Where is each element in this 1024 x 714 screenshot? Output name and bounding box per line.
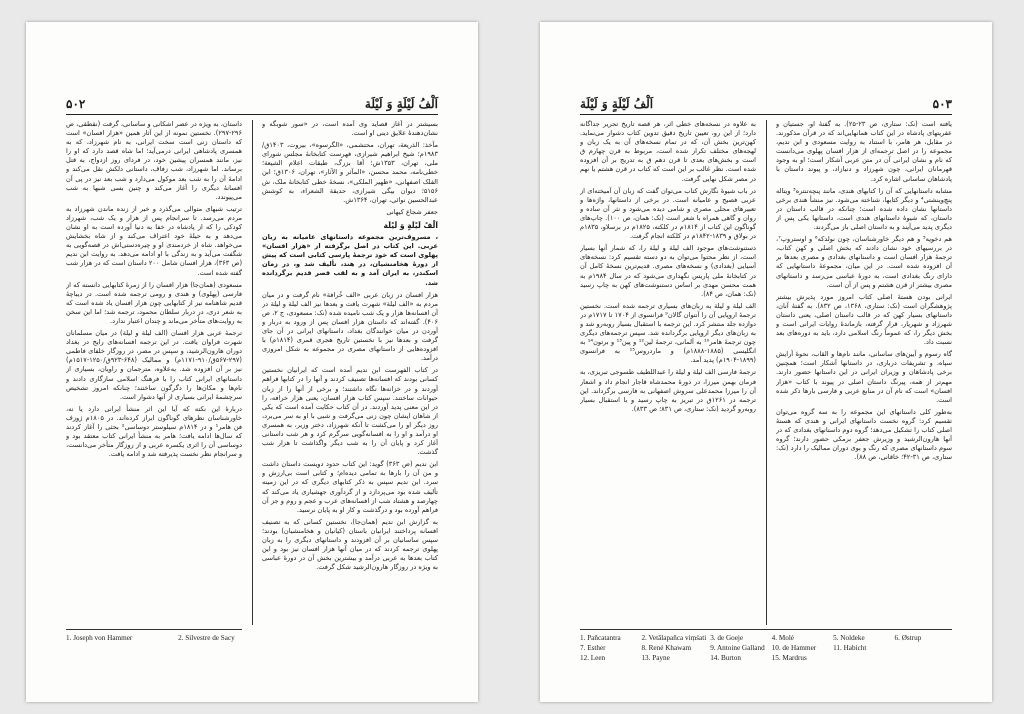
paragraph: بسیشتر در آغاز قصاید وی آمده است، در «سور شوبگه و نشان‌دهندهٔ علایق دینی او است. — [262, 120, 438, 138]
paragraph: یافته است (نک: ستاری، ص ۲۳-۲۵). به گفتهٔ او، جستیان و عفریتهای پادشاه در این کتاب همانهایی‌اند که در قرآن مذکورند. در مقابل، هر هامر، با استناد به روایت مسعودی و ابن ندیم، مجموعه را در اصل ترجمه‌ای از هزار افسان پهلوی می‌دانست که نام و نشان ایرانی آن در متن عربی آشکار است؛ او به وجود قهرمانان ایرانی، چون شهرزاد و دنیازاد، و پیوند داستان با پادشاهان ساسانی اشاره کرد. — [776, 120, 952, 183]
footnotes — [66, 633, 438, 643]
text-column-left — [580, 120, 756, 625]
footnote: 10. de Hammer — [771, 644, 817, 652]
paragraph: مآخذ: الذریعة، تهران، محتشمی، «الگرسوه»، بیروت، ۱۴۰۳ق/۱۹۸۳م؛ شیخ ابراهیم شیرازی، فهرست کتابخانهٔ مجلس شورای ملی، تهران، ۱۳۵۳ش؛ آقا بزرگ، طبقات اعلام الشیعة؛ خطی‌نامه، محمد محسن، «المآثر و الآثار»، تهران، ۱۳۰۶ق؛ ابن الفلک اصفهانی، «ظهیر الملکی»، نسخهٔ خطی کتابخانهٔ ملک، ش ۵۱۵۶؛ دیوان بیگی شیرازی، حدیقة الشعراء، به کوشش عبدالحسین نوائی، تهران، ۱۳۶۴ش. — [262, 141, 438, 204]
paragraph: مسعودی (همان‌جا) هزار افسان را از زمرهٔ کتابهایی دانسته که از فارسی (پهلوی) و هندی و رومی ترجمه شده است. در دیباچهٔ قدیم شاهنامه نیز از کتابهایی چون هزار افسان یاد شده است که به شعر دری، در دربار سلطان محمود، ترجمه شد؛ اما این سخن به روایت‌های متأخر می‌ماند و چندان اعتبار ندارد. — [66, 280, 242, 325]
paragraph: به‌طور کلی داستانهای این مجموعه را به سه گروه می‌توان تقسیم کرد: گروه نخست داستانهای ایرانی و هندی که هستهٔ اصلی کتاب را تشکیل می‌دهد؛ گروه دوم داستانهای بغدادی که در آنها هارون‌الرشید و وزیرش جعفر برمکی حضور دارند؛ گروه سوم داستانهای مصری که رنگ و بوی دوران ممالیک را دارد (نک: ستاری، ص ۳۱-۴۲؛ خاقانی، ص ۸۸). — [776, 407, 952, 462]
entry-heading: اَلْفُ لَیْلَةٍ وَ لَیْلَة — [383, 220, 438, 230]
paragraph: داستان، به ویژه در عصر اشکانی و ساسانی، گرفت (نقطقی، ص ۲۹۶-۲۹۷). نخستین نمونه از این آثار همین «هزار افسان» است که داستان زنی است سخت ایرانی، به نام شهرزاد، که به همسری پادشاهی ایرانی درمی‌آید؛ اما شاه قصد دارد که او را نیز، مانند همسران پیشین خود، در فردای روز ازدواج، به قتل برساند. اما شهرزاد، شب زفاف، داستانی دلکش نقل می‌کند و ادامهٔ آن را به شب بعد موکول می‌دارد و شب بعد نیز در پی آن افسانهٔ دیگری را آغاز می‌کند و چنین بسی شبها به شب می‌پیوندد. — [66, 120, 242, 201]
footnote: 15. Mardrus — [771, 654, 807, 662]
text-column-right — [776, 120, 952, 625]
footnote: 12. Leen — [580, 654, 606, 662]
page-number: ۵۰۲ — [66, 97, 86, 111]
footnote: 5. Noldeke — [833, 634, 865, 642]
footnote-grid — [580, 633, 952, 663]
paragraph: ایرانی بودن هستهٔ اصلی کتاب امروز مورد پذیرش بیشتر پژوهشگران است (نک: ستاری، ۱۳۶۸، ص ۸۳۲). به گفتهٔ آنان، داستانهای بسیار کهن که در قالب داستان اصلی، یعنی داستان شهرزاد و شهریار، قرار گرفته، بازماندهٔ روایات ایرانی است و بخش دیگر را، که عموماً رنگ اسلامی دارد، باید به دوره‌های بعد نسبت داد. — [776, 292, 952, 347]
footnote-rule — [66, 629, 242, 630]
paragraph: الف لیلة و لیلة به زبان‌های بسیاری ترجمه شده است. نخستین ترجمهٔ اروپایی آن را آنتوان گالان⁹ فرانسوی از ۱۷۰۴ تا ۱۷۱۷م در دوازده جلد منتشر کرد. این ترجمه با استقبال بسیار روبه‌رو شد و به زبان‌های دیگر اروپایی برگردانده شد. سپس ترجمه‌های دیگری چون ترجمهٔ هامر¹⁰ به آلمانی، ترجمهٔ لین¹² و پین¹³ و برتون¹⁴ به انگلیسی (۱۸۸۵-۱۸۸۸م) و ماردروس¹⁵ به فرانسوی (۱۸۹۹-۱۹۰۴م) پدید آمد. — [580, 301, 756, 365]
running-title: اَلْفُ لَیْلَةٍ وَ لَیْلَة — [364, 97, 438, 111]
footnote: 9. Antoine Galland — [710, 644, 765, 652]
paragraph: به گزارش ابن ندیم (همان‌جا)، نخستین کسانی که به تصنیف افسانه پرداختند ایرانیان باستان (کیانیان و هخامنشیان) بودند؛ سپس ساسانیان بر آن افزودند و داستانهای دیگری را به زبان پهلوی ترجمه کردند که در میان آنها هزار افسان نیز بود و این کتاب بعدها به عربی درآمد و بیشترین بخش آن در دورهٔ عباسی به ویژه در روزگار هارون‌الرشید شکل گرفت. — [262, 517, 438, 572]
footnote: 2. Vetālapañca viṃśati — [641, 634, 707, 642]
column-divider — [766, 120, 767, 625]
footnote — [833, 653, 890, 663]
paragraph: در کتاب الفهرست ابن ندیم آمده است که ایرانیان نخستین کسانی بودند که افسانه‌ها تصنیف کردند و آنها را در کتابها فراهم آوردند و در خزانه‌ها نگاه داشتند؛ و برخی از آنها را از زبان حیوانات ساختند. سپس کتاب هزار افسان، یعنی هزار خرافه، را در این معنی پدید آوردند. در آن کتاب حکایت آمده است که یکی از شاهان ایشان چون زنی می‌گرفت و شبی با او به سر می‌برد، روز دیگر او را می‌کشت تا آنکه شهرزاد، دختر وزیر، به همسری او درآمد و او را به افسانه‌گویی سرگرم کرد و هر شب داستانی آغاز کرد و پایان آن را به شب دیگر واگذاشت تا هزار شب گذشت. — [262, 366, 438, 457]
footnote — [895, 643, 952, 653]
page-number: ۵۰۳ — [932, 97, 952, 111]
footnote-rule — [580, 629, 952, 630]
paragraph: جعفر شجاع کیهانی — [386, 207, 438, 216]
text-column-right — [262, 120, 438, 625]
footnotes — [580, 633, 952, 663]
paragraph: دستنوشت‌های موجود الف لیلة و لیلة را، که شمار آنها بسیار است، از نظر محتوا می‌توان به دو دسته تقسیم کرد: نسخه‌های آسیایی (بغدادی) و نسخه‌های مصری. قدیم‌ترین نسخهٔ کامل آن در کتابخانهٔ ملی پاریس نگهداری می‌شود که در سال ۱۹۸۴م به همت محسن مهدی بر اساس دستنوشت‌های کهن به چاپ رسید (نک: همان، ص ۸۴). — [580, 244, 756, 298]
footnote: 1. Pañcatantra — [580, 634, 621, 642]
paragraph: مشابه داستانهایی که آن را کتابهای هندی، مانند پنچه‌تنتره³ ویتاله پنچ‌وینشتی⁴ و دیگر کتابها، شناخته می‌شود. نیز منشأ هندی برخی داستانها نشان داده شده است؛ چنانکه در قالب داستان در داستان، که شیوهٔ داستانهای هندی است، داستانها یکی پس از دیگری پدید می‌آیند و به داستان اصلی باز می‌گردند. — [776, 186, 952, 232]
footnote: 7. Esther — [580, 644, 606, 652]
paragraph: در باب شیوهٔ نگارش کتاب می‌توان گفت که زبان آن آمیخته‌ای از عربی فصیح و عامیانه است. در برخی از داستانها، واژه‌ها و تعبیرهای محلی مصری و شامی دیده می‌شود و نثر آن ساده و روان و گاهی همراه با شعر است (نک: همان، ص ۱۰۰). چاپ‌های گوناگون این کتاب از ۱۸۱۴م در کلکته، ۱۸۲۵م در برسلاو، ۱۸۳۵م در بولاق و ۱۸۳۹-۱۸۴۲م در کلکته انجام گرفت. — [580, 186, 756, 241]
footnote: 1. Joseph von Hammer — [66, 634, 133, 642]
footnote: 4. Molé — [771, 634, 794, 642]
footnote: 8. René Khawam — [641, 644, 692, 652]
page-header — [580, 92, 952, 115]
footnote: 14. Burton — [710, 654, 741, 662]
paragraph: دربارهٔ این نکته که آیا این اثر منشأ ایرانی دارد یا نه، خاورشناسان نظرهای گوناگون ابراز کرده‌اند. در ۱۸۰۵م ژوزف فن هامر¹ و در ۱۸۱۴م سیلوستر دوساسی² بحثی را آغاز کردند که سال‌ها ادامه یافت؛ هامر به منشأ ایرانی کتاب معتقد بود و دوساسی آن را اثری یکسره عربی و از روزگار متأخر می‌دانست، و سرانجام نظر نخست پذیرفته شد و ادامه یافت. — [66, 404, 242, 459]
paragraph: ترتیب شبهای متوالی می‌گذرد و خبر از زنده ماندن شهرزاد به مردم می‌رسد. تا سرانجام پس از هزار و یک شب، شهرزاد کودکی را که از پادشاه در خفا به دنیا آورده است به او نشان می‌دهد و به حیلهٔ خود اعتراف می‌کند و از شاه بخشایش می‌خواهد. شاه از خردمندی او و چیره‌دستی‌اش در قصه‌گویی به شگفت می‌آید و به زندگی با او ادامه می‌دهد. به روایت ابن ندیم (ص ۳۶۳)، هزار افسان شامل ۲۰۰ داستان است که در هزار شب گفته شده است. — [66, 204, 242, 277]
paragraph: به علاوه در نسخه‌های خطی اثر، هر قصه تاریخ تحریر جداگانه دارد؛ از این رو، تعیین تاریخ دقیق تدوین کتاب دشوار می‌نماید. کهن‌ترین بخش آن، که در تمام نسخه‌های آن به یک زبان و لهجه‌های مختلف تکرار شده است، مربوط به قرن چهارم ق است و بخش‌های بعدی تا قرن دهم ق به تدریج بر آن افزوده شده است. نظر غالب بر این است که کتاب در قرن هشتم یا نهم در مصر شکل نهایی گرفت. — [580, 120, 756, 183]
paragraph: ترجمهٔ عربی هزار افسان (الف لیلة و لیلة) در میان مسلمانان شهرت فراوان یافت. در این ترجمه افسانه‌های رایج در بغداد دوران هارون‌الرشید، و سپس در مصر، در روزگار خلفای فاطمی (۲۹۷-۵۶۷ق/۹۱۰-۱۱۷۱م) و ممالیک (۶۴۸-۹۲۳ق/۱۲۵۰-۱۵۱۷م) نیز بر آن افزوده شد. به‌علاوه، مترجمان و راویان، بسیاری از داستانهای ایرانی کتاب را با فرهنگ اسلامی سازگاری دادند و نام‌ها و مکان‌ها را دگرگون ساختند؛ چنانکه امروز تشخیص سرچشمهٔ ایرانی بسیاری از آنها دشوار است. — [66, 329, 242, 401]
footnote: 6. Østrup — [894, 634, 922, 642]
footnote: 11. Habicht — [833, 644, 867, 652]
entry-lead-paragraph: ، مسروف‌ترین مجموعه داستانهای عامیانه به زبان عربی. این کتاب در اصل برگرفته از «هزار افسان» پهلوی است که خود ترجمهٔ پارسی کتابی است که پیش از دورهٔ هخامنشیان، در هند، تألیف شد و، در زمان اسکندر، به ایران آمد و به لقب قصر قدیم برگردانده شد. — [262, 233, 438, 287]
text-column-left — [66, 120, 242, 625]
running-title: اَلْفُ لَیْلَةٍ وَ لَیْلَة — [580, 97, 654, 111]
page-502 — [26, 22, 478, 702]
column-divider — [252, 120, 253, 625]
page-header — [66, 92, 438, 115]
footnote: 13. Payne — [641, 654, 670, 662]
paragraph: هزار افسان در زبان عربی «الف خُرافة» نام گرفت و در میان مردم به «الف لیلة» شهرت یافت و بعدها نیز الف لیلة و لیلة در آن افسانه‌ها هزار و یک شب نامیده شده (نک: مسعودی، ج ۲، ص ۴۰۶). گفته‌اند که داستان هزار افسان پس از ورود به دربار و آوردن در میان خوانندگان بغداد، داستانهای ایرانی در آن جای گرفت و بعدها نیز با نخستین تاریخ هجری قمری (۱۸۱۴م) با افزوده‌هایی از داستانهای مصری در مجموعه به شکل امروزی درآمد. — [262, 290, 438, 363]
footnote: 2. Silvestre de Sacy — [178, 634, 235, 642]
paragraph: هم دخویه⁵ و هم دیگر خاورشناسان، چون نولدکه⁶ و اوستروپ⁷، در بررسیهای خود نشان دادند که بخش اصلی و کهن کتاب، ترجمهٔ هزار افسان است و داستانهای بغدادی و مصری بعدها بر آن افزوده شده است. در این میان، مجموعهٔ داستانهایی که دارای رنگ بغدادی است، به دورهٔ عباسی می‌رسد و داستانهای مصری بیشتر از قرن هشتم و پس از آن است. — [776, 235, 952, 289]
paragraph: ترجمهٔ فارسی الف لیلة و لیلة را عبداللطیف طسوجی تبریزی، به فرمان بهمن میرزا، در دورهٔ محمدشاه قاجار انجام داد و اشعار آن را میرزا محمدعلی سروش اصفهانی به فارسی برگرداند. این ترجمه در ۱۲۶۱ق در تبریز به چاپ رسید و با استقبال بسیار روبه‌رو گردید (نک: ستاری، ص ۸۳۱؛ ص ۸۳۳). — [580, 368, 756, 413]
footnote — [895, 653, 952, 663]
paragraph: ابن ندیم (ص ۳۶۳) گوید: این کتاب حدود دویست داستان داشت و من آن را بارها به تمامی دیده‌ام؛ و کتابی است بی‌ارزش و سرد. ابن ندیم سپس به ذکر کتابهای دیگری که در این زمینه تألیف شده بود می‌پردازد و از گردآوری جهشیاری یاد می‌کند که چهارصد و هشتاد شب از افسانه‌های عرب و عجم و روم و جز آن فراهم آورده بود و درگذشت و کار او به پایان نرسید. — [262, 460, 438, 514]
page-503 — [540, 22, 992, 702]
footnote: 3. de Goeje — [710, 634, 744, 642]
paragraph: گاه رسوم و آیین‌های ساسانی، مانند نام‌ها و القاب، نحوهٔ آرایش سپاه، و تشریفات درباری، در داستانها آشکار است؛ همچنین برخی پادشاهان و وزیران ایرانی در این داستانها حضور دارند. مهم‌تر از همه، پیرنگ داستان اصلی در پیوند با کتاب «هزار افسان» است که نام آن در منابع عربی و فارسی بارها ذکر شده است. — [776, 350, 952, 404]
